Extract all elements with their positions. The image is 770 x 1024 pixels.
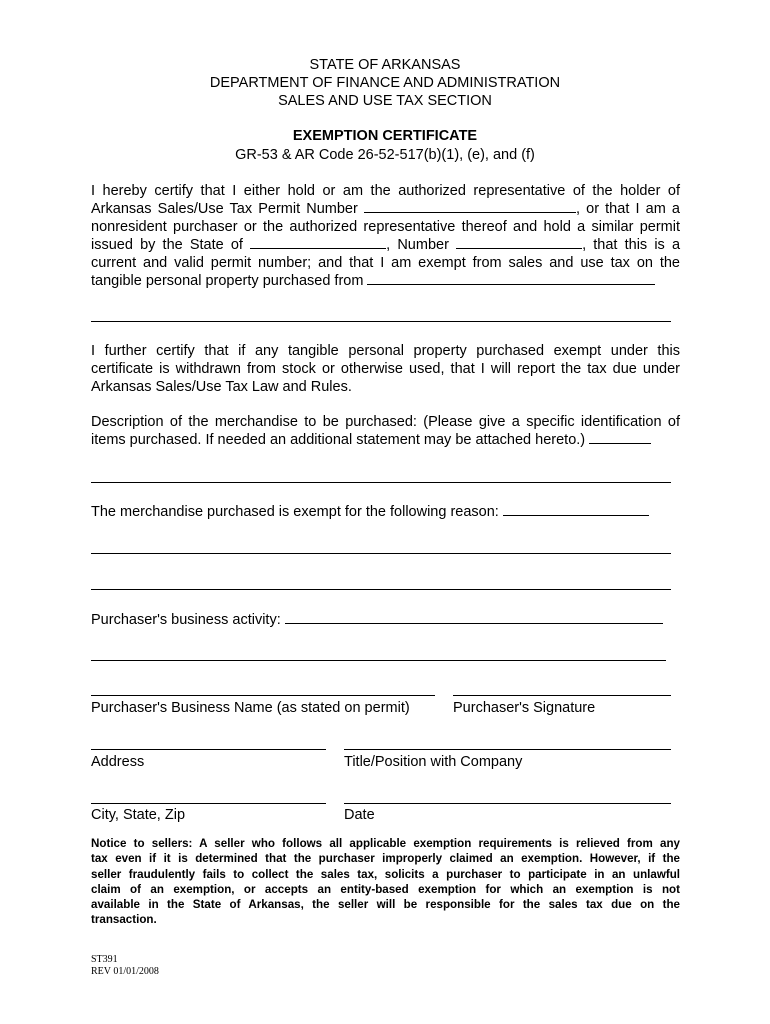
exempt-reason-line-3[interactable] <box>91 589 671 590</box>
city-state-zip-label: City, State, Zip <box>91 807 186 823</box>
seller-name-field[interactable] <box>367 272 655 285</box>
notice-line6: transaction. <box>91 913 157 927</box>
form-title: EXEMPTION CERTIFICATE <box>292 128 478 144</box>
business-activity-field[interactable] <box>285 611 663 624</box>
merchandise-description-paragraph <box>91 413 680 449</box>
header-department: DEPARTMENT OF FINANCE AND ADMINISTRATION <box>209 75 561 91</box>
business-activity-label: Purchaser's business activity: <box>91 612 281 628</box>
city-state-zip-line[interactable] <box>91 803 326 804</box>
para2-line2: certificate is withdrawn from stock or otherwise used, that I will report the tax due under <box>91 361 680 377</box>
header-section: SALES AND USE TAX SECTION <box>278 93 492 109</box>
form-revision: REV 01/01/2008 <box>91 966 159 977</box>
para1-line1: I hereby certify that I either hold or am the authorized representative of the holder of <box>91 183 680 199</box>
para1-line4: issued by the State of , Number , that this is a <box>91 237 681 253</box>
seller-name-line-2[interactable] <box>91 321 671 322</box>
similar-permit-number-field[interactable] <box>456 236 582 249</box>
date-label: Date <box>344 807 375 823</box>
notice-line3: seller fraudulently fails to collect the sales tax, solicits a purchaser to participate in an unlawful <box>91 867 680 881</box>
notice-line5: available in the State of Arkansas, the seller will be responsible for the sales tax due on the <box>91 898 680 912</box>
form-code: GR-53 & AR Code 26-52-517(b)(1), (e), and (f) <box>235 147 535 163</box>
para2-line1: I further certify that if any tangible personal property purchased exempt under this <box>91 343 680 359</box>
exempt-reason-field[interactable] <box>503 503 649 516</box>
notice-to-sellers <box>91 836 680 928</box>
business-activity-line-2[interactable] <box>91 660 666 661</box>
merchandise-description-line[interactable] <box>91 482 671 483</box>
exempt-reason-label: The merchandise purchased is exempt for the following reason: <box>91 504 499 520</box>
business-name-label: Purchaser's Business Name (as stated on permit) <box>91 700 410 716</box>
date-line[interactable] <box>344 803 671 804</box>
permit-number-field[interactable] <box>364 200 576 213</box>
para3-line2: items purchased. If needed an additional statement may be attached hereto.) <box>91 431 680 449</box>
address-label: Address <box>91 754 145 770</box>
business-name-line[interactable] <box>91 695 435 696</box>
signature-line[interactable] <box>453 695 671 696</box>
certification-paragraph <box>91 182 680 290</box>
title-position-label: Title/Position with Company <box>344 754 523 770</box>
signature-label: Purchaser's Signature <box>453 700 596 716</box>
notice-line2: tax even if it is determined that the purchaser improperly claimed an exemption. However, if the <box>91 852 680 866</box>
address-line[interactable] <box>91 749 326 750</box>
para1-line5: current and valid permit number; and that I am exempt from sales and use tax on the <box>91 255 680 271</box>
exempt-reason-row <box>91 503 649 521</box>
notice-line4: claim of an exemption, or accepts an entity-based exemption for which an exemption is not <box>91 882 680 896</box>
withdrawal-paragraph <box>91 342 680 396</box>
title-position-line[interactable] <box>344 749 671 750</box>
para2-line3: Arkansas Sales/Use Tax Law and Rules. <box>91 379 352 395</box>
issuing-state-field[interactable] <box>250 236 386 249</box>
para1-line3: nonresident purchaser or the authorized representative thereof and hold a similar permit <box>91 219 680 235</box>
form-number: ST391 <box>91 954 118 965</box>
para1-line6: tangible personal property purchased from <box>91 272 680 290</box>
agency-header <box>0 56 770 110</box>
merchandise-description-field[interactable] <box>589 431 651 444</box>
notice-line1: Notice to sellers: A seller who follows all applicable exemption requirements is relieved from any <box>91 837 680 850</box>
exempt-reason-line-2[interactable] <box>91 553 671 554</box>
header-state: STATE OF ARKANSAS <box>309 57 461 73</box>
para1-line2: Arkansas Sales/Use Tax Permit Number , or that I am a <box>91 201 680 217</box>
form-footer <box>91 954 159 978</box>
para3-line1: Description of the merchandise to be purchased: (Please give a specific identification of <box>91 414 680 430</box>
business-activity-row <box>91 611 663 629</box>
